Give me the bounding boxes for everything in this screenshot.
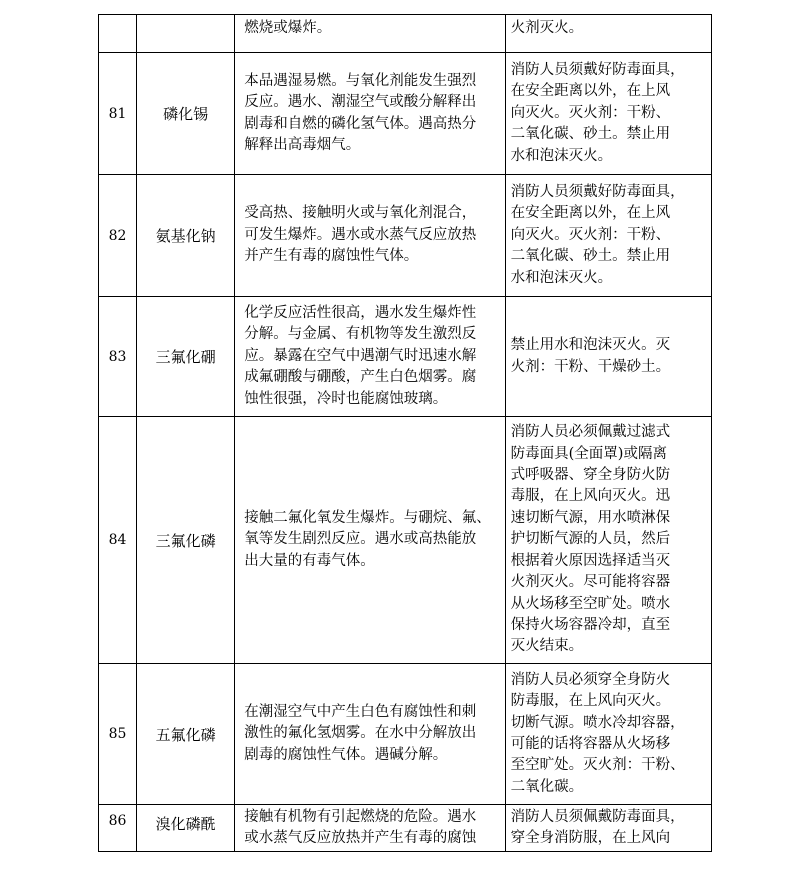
table-row <box>99 53 712 175</box>
table-row <box>99 664 712 805</box>
hazard-description: 在潮湿空气中产生白色有腐蚀性和刺 激性的氟化氢烟雾。在水中分解放出 剧毒的腐蚀性气体。遇碱分解。 <box>244 703 477 763</box>
table-row <box>99 297 712 417</box>
fire-measures-cell <box>505 805 711 852</box>
chemical-name: 溴化磷酰 <box>137 805 235 852</box>
row-number: 86 <box>99 805 137 852</box>
table-row <box>99 175 712 297</box>
fire-measures: 消防人员须戴好防毒面具， 在安全距离以外，在上风 向灭火。灭火剂：干粉、 二氧化碳、砂土。禁止用 水和泡沫灭火。 <box>510 61 685 164</box>
hazard-description-cell <box>235 805 505 852</box>
hazard-description-cell <box>235 175 505 297</box>
hazard-description-cell <box>235 417 505 664</box>
table-row <box>99 417 712 664</box>
hazard-table <box>98 14 712 852</box>
fire-measures-cell <box>505 664 711 805</box>
chemical-name: 氨基化钠 <box>137 175 235 297</box>
hazard-description-cell <box>235 664 505 805</box>
chemical-name: 三氟化硼 <box>137 297 235 417</box>
fire-measures: 消防人员须戴好防毒面具， 在安全距离以外，在上风 向灭火。灭火剂：干粉、 二氧化碳、砂土。禁止用 水和泡沫灭火。 <box>510 183 685 286</box>
hazard-description-cell <box>235 15 505 53</box>
fire-measures: 消防人员须佩戴防毒面具， 穿全身消防服，在上风向 <box>510 809 685 847</box>
row-number: 83 <box>99 297 137 417</box>
row-number <box>99 15 137 53</box>
table-row <box>99 15 712 53</box>
chemical-name: 磷化锡 <box>137 53 235 175</box>
hazard-description: 受高热、接触明火或与氧化剂混合， 可发生爆炸。遇水或水蒸气反应放热 并产生有毒的腐蚀性气体。 <box>244 205 477 265</box>
fire-measures-cell <box>505 297 711 417</box>
hazard-description-cell <box>235 297 505 417</box>
fire-measures: 火剂灭火。 <box>510 20 584 36</box>
hazard-description: 燃烧或爆炸。 <box>244 20 332 36</box>
fire-measures-cell <box>505 175 711 297</box>
chemical-name: 三氟化磷 <box>137 417 235 664</box>
hazard-description: 接触二氟化氧发生爆炸。与硼烷、氟、 氧等发生剧烈反应。遇水或高热能放 出大量的有毒气体。 <box>244 509 491 569</box>
hazard-description: 化学反应活性很高，遇水发生爆炸性 分解。与金属、有机物等发生激烈反 应。暴露在空气中遇潮气时迅速水解 成氟硼酸与硼酸，产生白色烟雾。腐 蚀性很强，冷时也能腐蚀玻璃。 <box>244 304 477 407</box>
chemical-name <box>137 15 235 53</box>
hazard-description: 本品遇湿易燃。与氧化剂能发生强烈 反应。遇水、潮湿空气或酸分解释出 剧毒和自燃的磷化氢气体。遇高热分 解释出高毒烟气。 <box>244 72 477 153</box>
fire-measures-cell <box>505 417 711 664</box>
fire-measures: 禁止用水和泡沫灭火。灭 火剂：干粉、干燥砂土。 <box>510 337 671 375</box>
hazard-description-cell <box>235 53 505 175</box>
row-number: 85 <box>99 664 137 805</box>
fire-measures-cell <box>505 15 711 53</box>
row-number: 82 <box>99 175 137 297</box>
chemical-name: 五氟化磷 <box>137 664 235 805</box>
row-number: 84 <box>99 417 137 664</box>
row-number: 81 <box>99 53 137 175</box>
hazard-description: 接触有机物有引起燃烧的危险。遇水 或水蒸气反应放热并产生有毒的腐蚀 <box>244 809 477 847</box>
fire-measures-cell <box>505 53 711 175</box>
fire-measures: 消防人员必须佩戴过滤式 防毒面具(全面罩)或隔离 式呼吸器、穿全身防火防 毒服，在上风向灭火。迅 速切断气源，用水喷淋保 护切断气源的人员，然后 根据着火原因选择适当灭 火剂灭火。尽可能将容器 从火场移至空旷处。喷水 保持火场容器冷却，直至 灭火结束。 <box>510 424 671 655</box>
table-row <box>99 805 712 852</box>
fire-measures: 消防人员必须穿全身防火 防毒服，在上风向灭火。 切断气源。喷水冷却容器， 可能的话将容器从火场移 至空旷处。灭火剂：干粉、 二氧化碳。 <box>510 671 685 795</box>
